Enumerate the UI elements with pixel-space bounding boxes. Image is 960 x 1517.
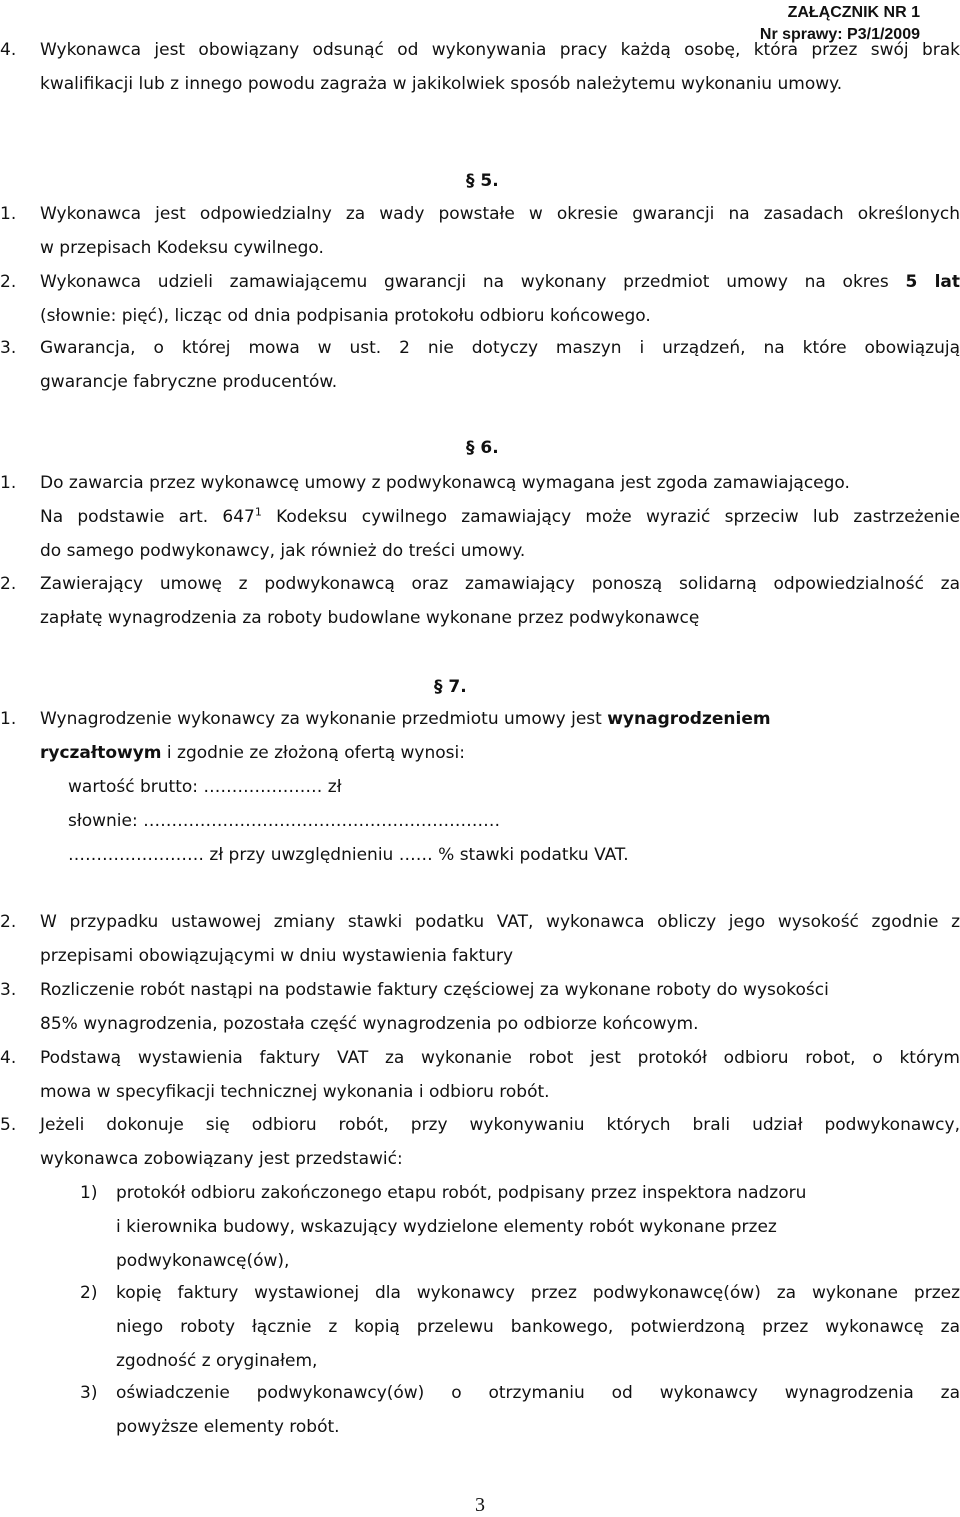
lump-sum-term: ryczałtowym: [40, 743, 162, 763]
item-line: Podstawą wystawienia faktury VAT za wykonanie robot jest protokół odbioru robot, o którym: [40, 1048, 960, 1068]
item-line: [40, 500, 960, 534]
section-7-item-3: [0, 973, 960, 1043]
item-number: 5.: [0, 1115, 17, 1135]
item-text: i zgodnie ze złożoną ofertą wynosi:: [161, 743, 465, 763]
section-5-item-1: [0, 197, 960, 267]
item-line: [40, 702, 960, 736]
item-text: Wykonawca udzieli zamawiającemu gwarancji na wykonany przedmiot umowy na okres: [40, 272, 906, 292]
item-line: Gwarancja, o której mowa w ust. 2 nie dotyczy maszyn i urządzeń, na które obowiązują: [40, 338, 960, 358]
sub-item-number: 3): [80, 1383, 98, 1403]
item-line: (słownie: pięć), licząc od dnia podpisania protokołu odbioru końcowego.: [40, 306, 651, 326]
sub-item: [0, 1176, 960, 1278]
item-line: W przypadku ustawowej zmiany stawki podatku VAT, wykonawca obliczy jego wysokość zgodnie z: [40, 912, 960, 932]
sub-item-line: i kierownika budowy, wskazujący wydzielone elementy robót wykonane przez: [116, 1217, 777, 1237]
gross-value-line: wartość brutto: ………………… zł: [68, 777, 342, 797]
item-number: 1.: [0, 473, 17, 493]
item-number: 1.: [0, 204, 17, 224]
item-line: Do zawarcia przez wykonawcę umowy z podwykonawcą wymagana jest zgoda zamawiającego.: [40, 473, 850, 493]
item-line: mowa w specyfikacji technicznej wykonania i odbioru robót.: [40, 1082, 550, 1102]
sub-item: [0, 1376, 960, 1444]
item-number: 3.: [0, 980, 17, 1000]
sub-item-line: kopię faktury wystawionej dla wykonawcy przez podwykonawcę(ów) za wykonane przez: [116, 1283, 960, 1303]
section-6-item-2: [0, 567, 960, 637]
item-number: 4.: [0, 1048, 17, 1068]
sub-item-line: oświadczenie podwykonawcy(ów) o otrzymaniu od wykonawcy wynagrodzenia za: [116, 1383, 960, 1403]
item-number: 2.: [0, 574, 17, 594]
section-6-item-1: [0, 466, 960, 570]
item-line: Jeżeli dokonuje się odbioru robót, przy wykonywaniu których brali udział podwykonawcy,: [40, 1115, 960, 1135]
item-line: [40, 736, 960, 770]
section-5-title: § 5.: [466, 171, 499, 191]
warranty-period: 5 lat: [905, 272, 960, 292]
lump-sum-term: wynagrodzeniem: [607, 709, 771, 729]
paragraph-4: [0, 33, 960, 103]
section-7-item-2: [0, 905, 960, 975]
item-line: Wykonawca jest odpowiedzialny za wady powstałe w okresie gwarancji na zasadach określonych: [40, 204, 960, 224]
paragraph-line: Wykonawca jest obowiązany odsunąć od wykonywania pracy każdą osobę, która przez swój brak: [40, 40, 960, 60]
section-6-title: § 6.: [466, 438, 499, 458]
sub-item-number: 2): [80, 1283, 98, 1303]
sub-item-line: podwykonawcę(ów),: [116, 1251, 290, 1271]
case-number: Nr sprawy: P3/1/2009: [759, 26, 920, 43]
section-5-item-2: [0, 265, 960, 335]
item-number: 1.: [0, 709, 17, 729]
section-7-item-5: [0, 1108, 960, 1448]
item-text: Kodeksu cywilnego zamawiający może wyrazić sprzeciw lub zastrzeżenie: [261, 507, 960, 527]
item-line: w przepisach Kodeksu cywilnego.: [40, 238, 324, 258]
item-number: 2.: [0, 912, 17, 932]
item-text: Wynagrodzenie wykonawcy za wykonanie przedmiotu umowy jest: [40, 709, 608, 729]
article-superscript: 1: [254, 505, 262, 519]
section-7-item-1: [0, 702, 960, 874]
item-line: Rozliczenie robót nastąpi na podstawie faktury częściowej za wykonane roboty do wysokości: [40, 980, 829, 1000]
item-number: 2.: [0, 272, 17, 292]
page-number: 3: [475, 1494, 485, 1516]
paragraph-number: 4.: [0, 40, 17, 60]
sub-item-number: 1): [80, 1183, 98, 1203]
section-7-item-4: [0, 1041, 960, 1111]
item-line: gwarancje fabryczne producentów.: [40, 372, 338, 392]
item-number: 3.: [0, 338, 17, 358]
sub-item-line: protokół odbioru zakończonego etapu robót, podpisany przez inspektora nadzoru: [116, 1183, 807, 1203]
sub-item-line: powyższe elementy robót.: [116, 1417, 340, 1437]
attachment-label: ZAŁĄCZNIK NR 1: [787, 4, 920, 21]
sub-item-line: zgodność z oryginałem,: [116, 1351, 318, 1371]
section-7-title: § 7.: [434, 677, 467, 697]
item-line: 85% wynagrodzenia, pozostała część wynagrodzenia po odbiorze końcowym.: [40, 1014, 699, 1034]
item-line: [40, 265, 960, 299]
section-5-item-3: [0, 331, 960, 401]
amount-in-words-line: słownie: ………………………………………………………: [68, 811, 501, 831]
sub-item: [0, 1276, 960, 1378]
vat-line: …………………… zł przy uwzględnieniu …… % stawki podatku VAT.: [68, 845, 629, 865]
item-text: Na podstawie art. 647: [40, 507, 255, 527]
item-line: przepisami obowiązującymi w dniu wystawienia faktury: [40, 946, 514, 966]
item-line: wykonawca zobowiązany jest przedstawić:: [40, 1149, 403, 1169]
item-line: do samego podwykonawcy, jak również do treści umowy.: [40, 541, 526, 561]
item-line: zapłatę wynagrodzenia za roboty budowlane wykonane przez podwykonawcę: [40, 608, 700, 628]
sub-item-line: niego roboty łącznie z kopią przelewu bankowego, potwierdzoną przez wykonawcę za: [116, 1317, 960, 1337]
paragraph-line: kwalifikacji lub z innego powodu zagraża w jakikolwiek sposób należytemu wykonaniu umowy.: [40, 74, 843, 94]
item-line: Zawierający umowę z podwykonawcą oraz zamawiający ponoszą solidarną odpowiedzialność za: [40, 574, 960, 594]
